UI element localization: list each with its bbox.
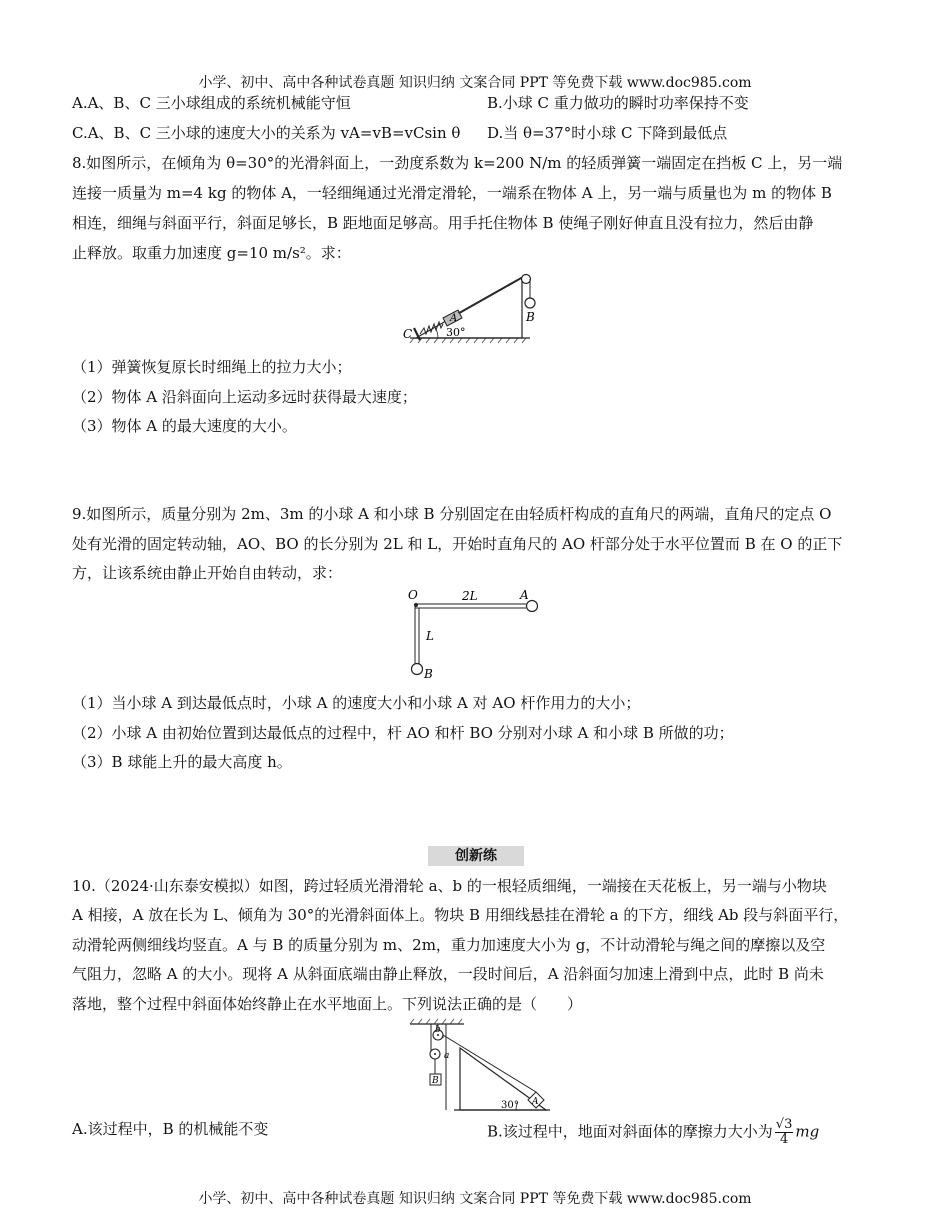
q10-text-line-5: 落地，整个过程中斜面体始终静止在水平地面上。下列说法正确的是（ ）	[72, 995, 583, 1013]
label-o: O	[408, 588, 418, 602]
page-header-banner: 小学、初中、高中各种试卷真题 知识归纳 文案合同 PPT 等免费下载 www.doc985.com	[198, 75, 752, 91]
rope-ab	[443, 1035, 536, 1092]
label-pulley-b: b	[435, 1025, 441, 1035]
label-a: A	[450, 313, 458, 324]
q9-sub-3: （3）B 球能上升的最大高度 h。	[72, 753, 292, 771]
q8-text-line-4: 止释放。取重力加速度 g=10 m/s²。求：	[72, 244, 351, 262]
option-b-text: B.该过程中，地面对斜面体的摩擦力大小为	[487, 1122, 773, 1141]
option-b-suffix: mg	[795, 1122, 820, 1141]
q8-text-line-3: 相连，细绳与斜面平行，斜面足够长，B 距地面足够高。用手托住物体 B 使绳子刚好伸直且没有拉力，然后由静	[72, 214, 814, 232]
q9-text-line-3: 方，让该系统由静止开始自由转动，求：	[72, 564, 343, 582]
pivot-o	[414, 603, 418, 607]
q10-option-a: A.该过程中，B 的机械能不变	[72, 1120, 269, 1138]
label-pulley-a: a	[444, 1051, 450, 1061]
fraction-denominator: 4	[779, 1132, 789, 1147]
label-a: A	[520, 588, 529, 602]
spring-icon	[420, 322, 443, 334]
q8-text-line-1: 8.如图所示，在倾角为 θ=30°的光滑斜面上，一劲度系数为 k=200 N/m 的轻质弹簧一端固定在挡板 C 上，另一端	[72, 154, 843, 172]
angle-label: 30°	[446, 326, 466, 339]
q10-option-b	[487, 1118, 819, 1147]
q10-text-line-2: A 相接，A 放在长为 L、倾角为 30°的光滑斜面体上。物块 B 用细线悬挂在滑轮 a 的下方，细线 Ab 段与斜面平行，	[72, 906, 849, 924]
q8-text-line-2: 连接一质量为 m=4 kg 的物体 A，一轻细绳通过光滑定滑轮，一端系在物体 A 上，另一端与质量也为 m 的物体 B	[72, 184, 832, 202]
q7-option-d: D.当 θ=37°时小球 C 下降到最低点	[487, 124, 728, 142]
ball-a	[527, 601, 538, 612]
label-block-a: A	[532, 1097, 539, 1107]
label-block-b: B	[432, 1076, 439, 1086]
fraction	[775, 1118, 794, 1147]
q7-option-c: C.A、B、C 三小球的速度大小的关系为 vA=vB=vCsin θ	[72, 124, 461, 142]
label-c: C	[403, 327, 413, 341]
q10-text-line-1: 10.（2024·山东泰安模拟）如图，跨过轻质光滑滑轮 a、b 的一根轻质细绳，一端接在天花板上，另一端与小物块	[72, 877, 827, 895]
label-b: B	[424, 667, 433, 681]
angle-label: 30°	[501, 1100, 519, 1111]
fraction-numerator: √3	[775, 1117, 793, 1132]
q7-option-b: B.小球 C 重力做功的瞬时功率保持不变	[487, 94, 749, 112]
label-2l: 2L	[462, 589, 478, 603]
q9-right-angle-rod-figure	[404, 588, 549, 682]
ball-b	[525, 298, 535, 308]
q9-sub-2: （2）小球 A 由初始位置到达最低点的过程中，杆 AO 和杆 BO 分别对小球 A 和小球 B 所做的功；	[72, 724, 734, 742]
q10-pulley-incline-figure	[404, 1018, 554, 1112]
label-b: B	[526, 310, 535, 324]
label-l: L	[426, 629, 434, 643]
q8-incline-figure	[398, 268, 548, 346]
pulley-icon	[522, 275, 531, 284]
ball-b	[412, 664, 423, 675]
section-title-badge: 创新练	[428, 846, 524, 866]
page-footer-banner: 小学、初中、高中各种试卷真题 知识归纳 文案合同 PPT 等免费下载 www.doc985.com	[198, 1191, 752, 1207]
q8-sub-1: （1）弹簧恢复原长时细绳上的拉力大小；	[72, 358, 352, 376]
q9-sub-1: （1）当小球 A 到达最低点时，小球 A 的速度大小和小球 A 对 AO 杆作用力的大小；	[72, 694, 641, 712]
q8-sub-3: （3）物体 A 的最大速度的大小。	[72, 417, 297, 435]
q9-text-line-1: 9.如图所示，质量分别为 2m、3m 的小球 A 和小球 B 分别固定在由轻质杆构成的直角尺的两端，直角尺的定点 O	[72, 505, 832, 523]
q10-text-line-3: 动滑轮两侧细线均竖直。A 与 B 的质量分别为 m、2m，重力加速度大小为 g，不计动滑轮与绳之间的摩擦以及空	[72, 936, 826, 954]
q9-text-line-2: 处有光滑的固定转动轴，AO、BO 的长分别为 2L 和 L，开始时直角尺的 AO 杆部分处于水平位置而 B 在 O 的正下	[72, 535, 843, 553]
q10-text-line-4: 气阻力，忽略 A 的大小。现将 A 从斜面底端由静止释放，一段时间后，A 沿斜面匀加速上滑到中点，此时 B 尚未	[72, 965, 824, 983]
q8-sub-2: （2）物体 A 沿斜面向上运动多远时获得最大速度；	[72, 388, 417, 406]
q7-option-a: A.A、B、C 三小球组成的系统机械能守恒	[72, 94, 351, 112]
rope	[458, 277, 522, 313]
